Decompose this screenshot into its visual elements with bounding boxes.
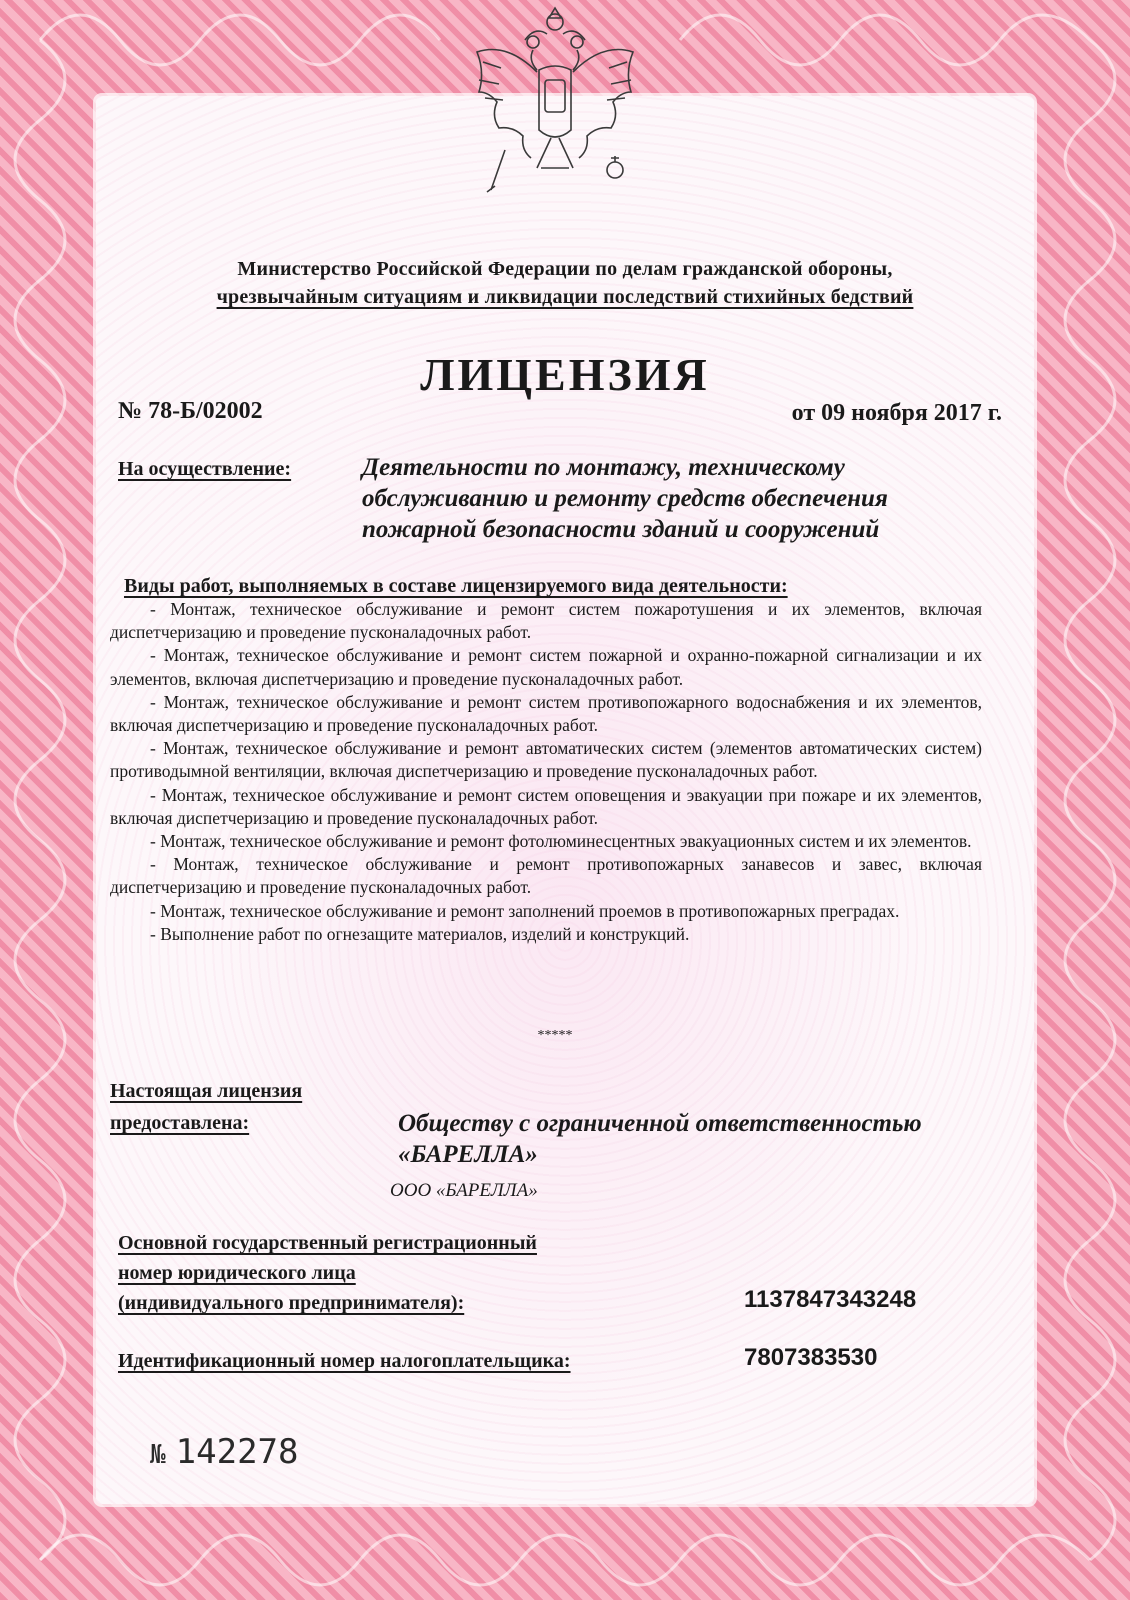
works-item: - Монтаж, техническое обслуживание и ремонт фотолюминесцентных эвакуационных систем и их элементов.	[150, 831, 972, 852]
works-item: - Монтаж, техническое обслуживание и ремонт систем противопожарного водоснабжения и их элементов, включая диспетчеризацию и проведение пусконаладочных работ.	[110, 691, 982, 736]
works-item: - Монтаж, техническое обслуживание и ремонт противопожарных занавесов и завес, включая диспетчеризацию и проведение пусконаладочных работ.	[110, 854, 982, 898]
inn-value: 7807383530	[744, 1344, 878, 1371]
ogrn-label-line-3: (индивидуального предпринимателя):	[118, 1292, 465, 1314]
number-sign: №	[150, 1440, 166, 1470]
works-item: - Монтаж, техническое обслуживание и ремонт систем пожаротушения и их элементов, включая диспетчеризацию и проведение пусконаладочных работ.	[110, 599, 982, 643]
ogrn-label-line-2: номер юридического лица	[118, 1262, 356, 1284]
works-item: - Выполнение работ по огнезащите материалов, изделий и конструкций.	[150, 923, 690, 944]
ogrn-label-line-1: Основной государственный регистрационный	[118, 1232, 537, 1254]
document-title: ЛИЦЕНЗИЯ	[420, 349, 710, 400]
works-heading: Виды работ, выполняемых в составе лицензируемого вида деятельности:	[124, 575, 788, 597]
section-separator: *****	[537, 1028, 573, 1043]
purpose-label: На осуществление:	[118, 458, 292, 480]
works-item: - Монтаж, техническое обслуживание и ремонт автоматических систем (элементов автоматических систем) противодымной вентиляции, включая диспетчеризацию и проведение пусконаладочных работ.	[110, 738, 982, 782]
coat-of-arms-icon	[455, 0, 655, 215]
form-serial-number	[150, 1432, 298, 1472]
purpose-text: Деятельности по монтажу, техническому обслуживанию и ремонту средств обеспечения пожарной безопасности зданий и сооружений	[362, 454, 888, 543]
grantee-full-name: Обществу с ограниченной ответственностью «БАРЕЛЛА»	[398, 1110, 922, 1168]
inn-label: Идентификационный номер налогоплательщика:	[118, 1350, 571, 1372]
form-serial-value: 142278	[175, 1432, 299, 1472]
grantee-label-line-2: предоставлена:	[110, 1112, 250, 1134]
works-list	[110, 598, 982, 946]
works-item: - Монтаж, техническое обслуживание и ремонт систем пожарной и охранно-пожарной сигнализации и их элементов, включая диспетчеризацию и проведение пусконаладочных работ.	[110, 645, 982, 689]
works-item: - Монтаж, техническое обслуживание и ремонт заполнений проемов в противопожарных преградах.	[150, 900, 900, 921]
license-number: № 78-Б/02002	[118, 398, 263, 424]
works-item: - Монтаж, техническое обслуживание и ремонт систем оповещения и эвакуации при пожаре и их элементов, включая диспетчеризацию и проведение пусконаладочных работ.	[110, 784, 982, 828]
grantee-short-name: ООО «БАРЕЛЛА»	[390, 1180, 538, 1201]
ministry-line-1: Министерство Российской Федерации по делам гражданской обороны,	[237, 258, 893, 280]
ogrn-value: 1137847343248	[744, 1286, 917, 1313]
license-date: от 09 ноября 2017 г.	[791, 400, 1002, 426]
ministry-line-2: чрезвычайным ситуациям и ликвидации последствий стихийных бедствий	[216, 286, 914, 308]
grantee-label-line-1: Настоящая лицензия	[110, 1080, 303, 1102]
